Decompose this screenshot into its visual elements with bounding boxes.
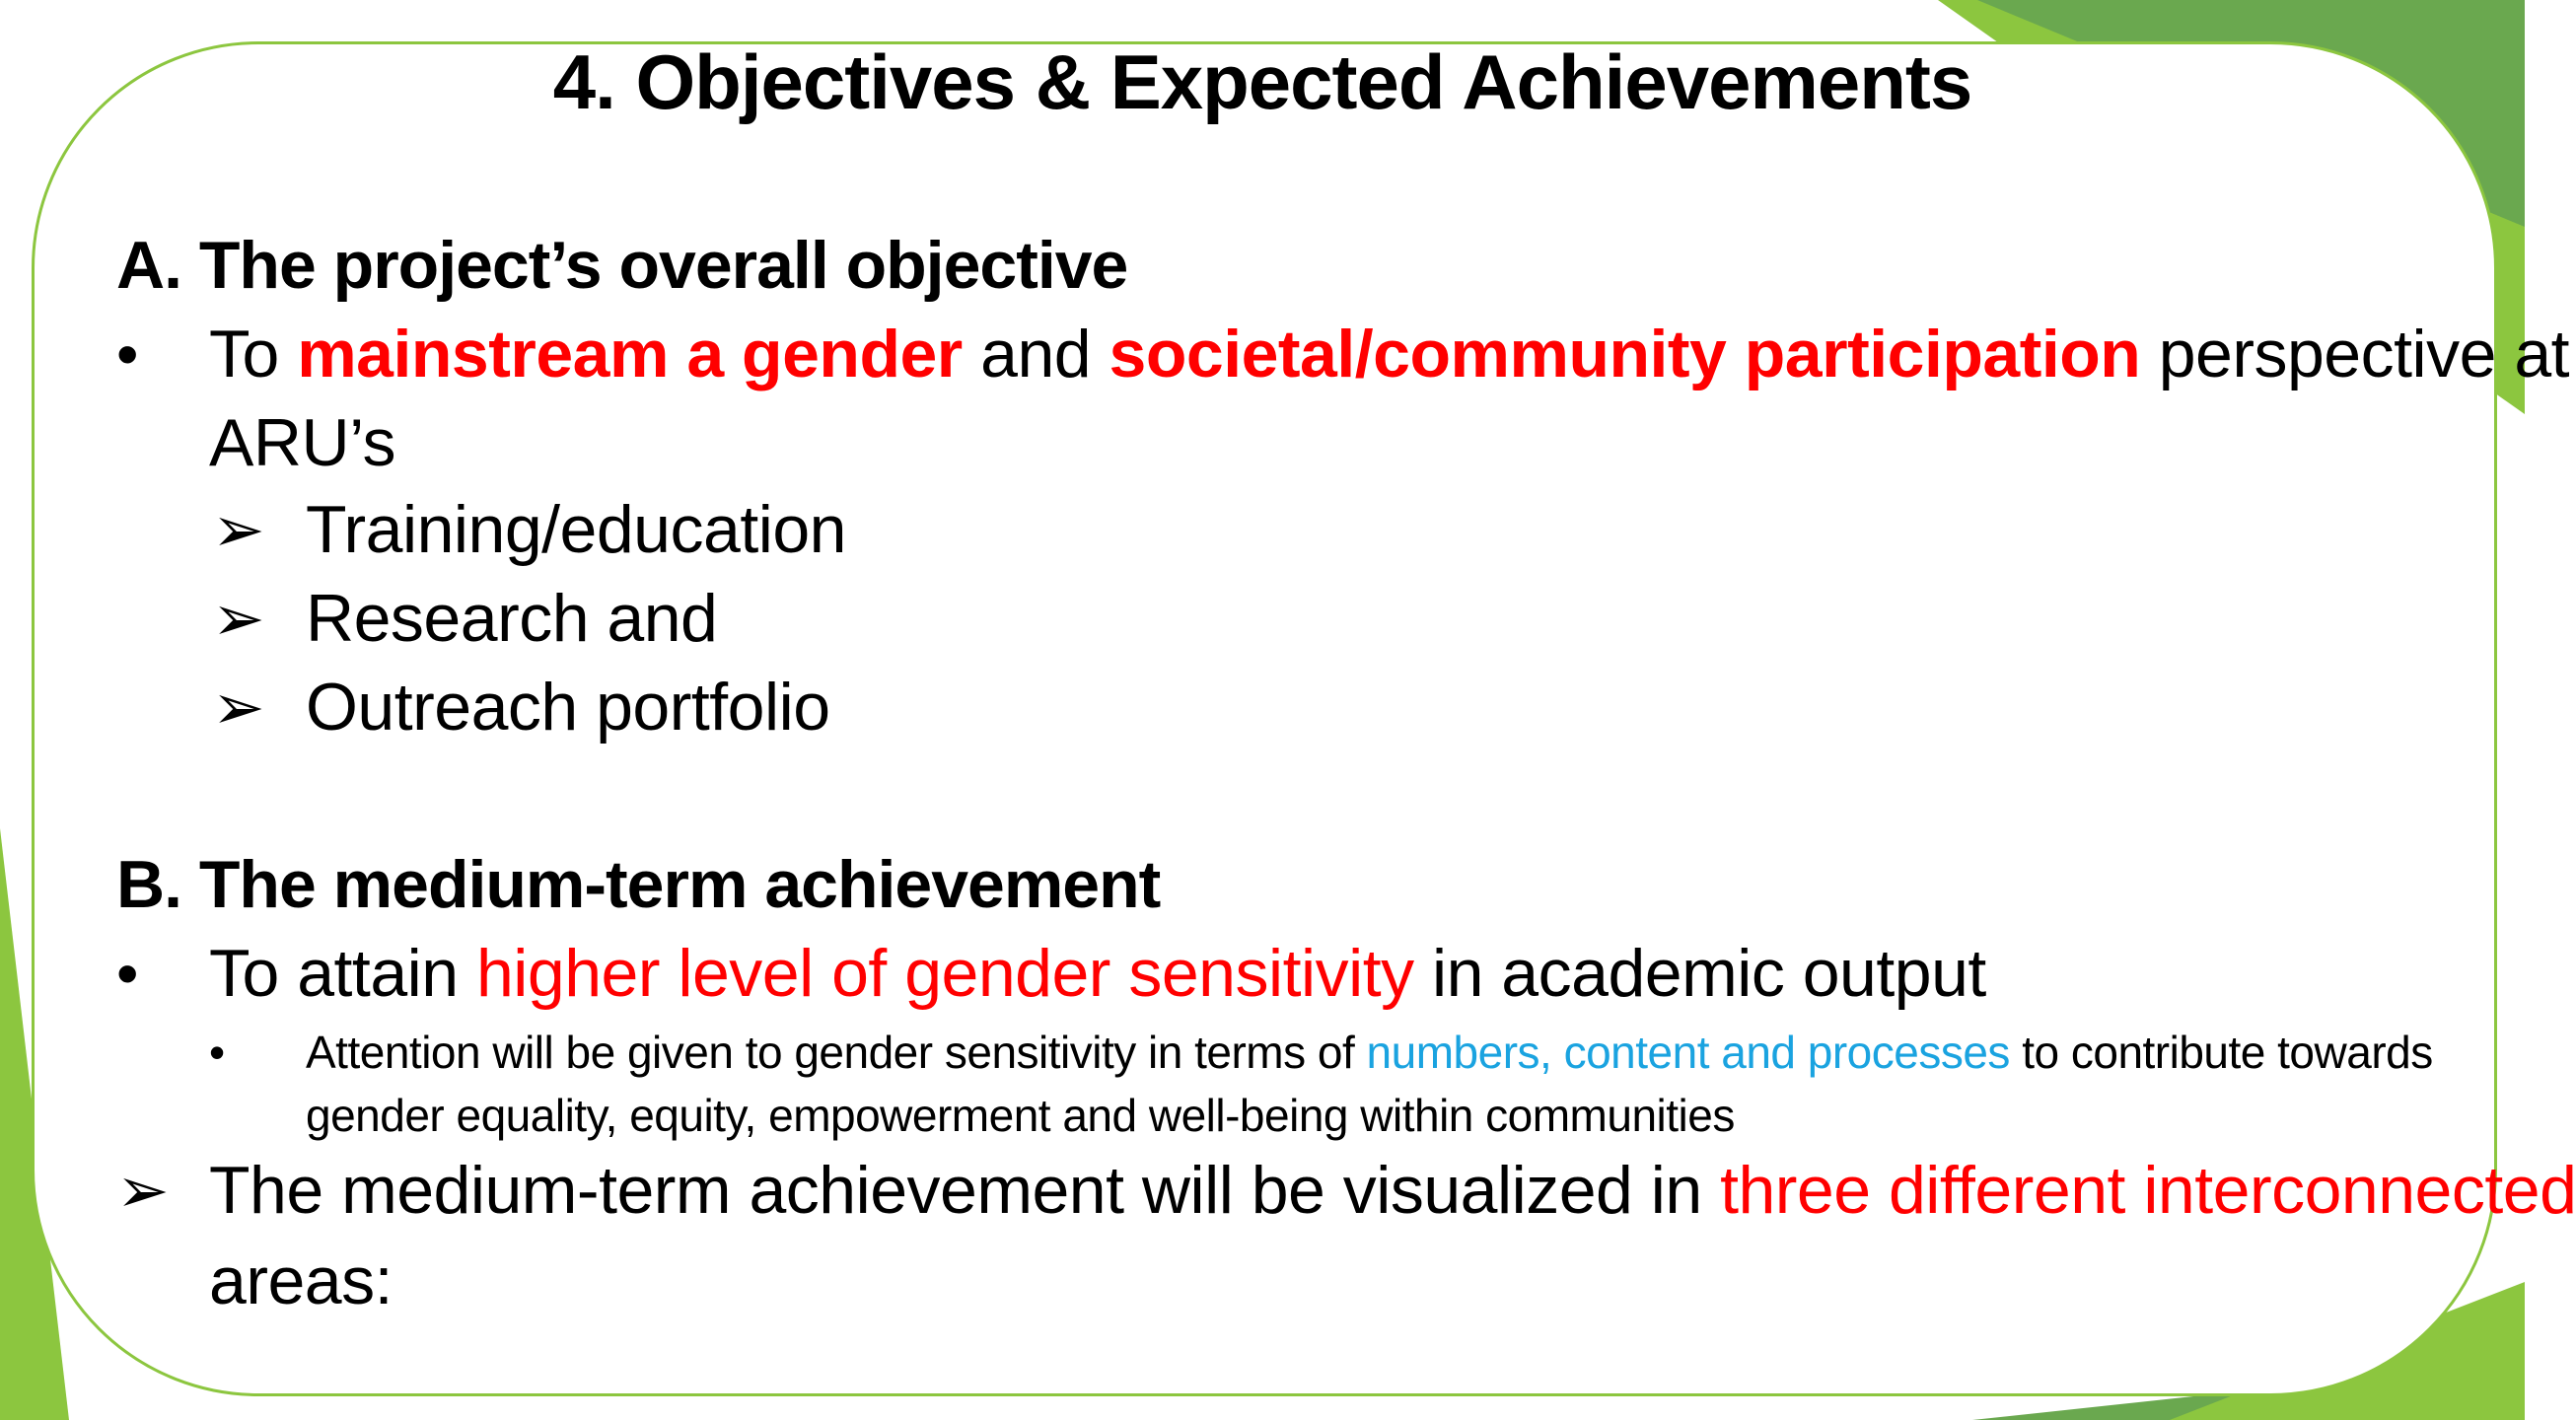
arrow-text-part1: The medium-term achievement will be visualized in <box>209 1153 1721 1228</box>
section-a-text-part3: perspective at <box>2140 317 2570 391</box>
highlight-gender-sensitivity: higher level of gender sensitivity <box>475 936 1414 1011</box>
highlight-mainstream-gender: mainstream a gender <box>297 317 963 391</box>
arrow-bullet-icon: ➢ <box>212 494 265 565</box>
arrow-bullet-icon: ➢ <box>212 583 265 654</box>
section-a-heading: A. The project’s overall objective <box>116 228 1128 303</box>
section-b-text-part2: in academic output <box>1413 936 1986 1011</box>
section-b-sub-bullet-marker: • <box>209 1027 225 1078</box>
section-b-arrow-text <box>209 1152 2576 1229</box>
section-b-arrow-line2: areas: <box>209 1243 393 1318</box>
arrow-bullet-icon: ➢ <box>212 672 265 743</box>
section-a-text-part1: To <box>209 317 298 391</box>
highlight-numbers-content-processes: numbers, content and processes <box>1366 1027 2010 1078</box>
section-b-sub-bullet-text <box>306 1026 2433 1079</box>
highlight-three-areas: three different interconnected <box>1720 1153 2576 1228</box>
section-a-text-part2: and <box>962 317 1109 391</box>
sub-item-outreach: Outreach portfolio <box>306 670 830 745</box>
section-b-sub-bullet-line2: gender equality, equity, empowerment and well-being within communities <box>306 1090 1735 1141</box>
sub-bullet-text-part2: to contribute towards <box>2009 1027 2433 1078</box>
section-b-text-part1: To attain <box>209 936 476 1011</box>
sub-item-training: Training/education <box>306 492 846 567</box>
section-b-bullet-marker: • <box>116 938 139 1009</box>
sub-bullet-text-part1: Attention will be given to gender sensitivity in terms of <box>306 1027 1367 1078</box>
section-a-bullet-marker: • <box>116 319 139 390</box>
section-b-bullet-text <box>209 935 1986 1012</box>
arrow-bullet-icon: ➢ <box>116 1155 170 1226</box>
highlight-community-participation: societal/community participation <box>1109 317 2141 391</box>
section-a-bullet-text <box>209 316 2569 392</box>
section-b-heading: B. The medium-term achievement <box>116 847 1161 922</box>
section-a-bullet-line2: ARU’s <box>209 405 395 480</box>
sub-item-research: Research and <box>306 581 718 656</box>
slide-title: 4. Objectives & Expected Achievements <box>552 38 1972 125</box>
